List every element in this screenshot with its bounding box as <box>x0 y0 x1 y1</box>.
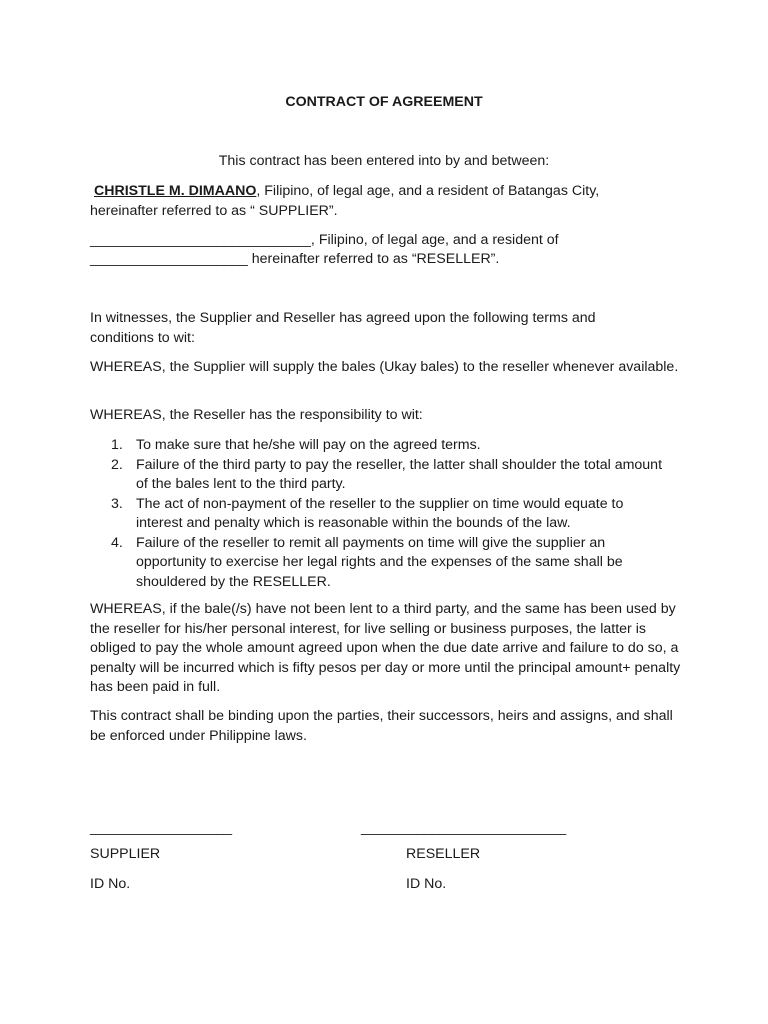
reseller-party-reference: ____________________ hereinafter referred to as “RESELLER”. <box>90 251 500 267</box>
reseller-party-clause: ____________________________, Filipino, of legal age, and a resident of <box>90 232 559 248</box>
term-item <box>90 495 670 534</box>
term-number: 3. <box>111 495 123 512</box>
term-number: 4. <box>111 534 123 551</box>
reseller-signature-line: __________________________ <box>361 820 567 836</box>
supplier-name: CHRISTLE M. DIMAANO <box>94 183 257 199</box>
document-title: CONTRACT OF AGREEMENT <box>285 94 483 110</box>
reseller-id-label: ID No. <box>406 876 447 892</box>
supplier-label: SUPPLIER <box>90 846 161 862</box>
term-number: 1. <box>111 437 123 453</box>
term-item <box>90 456 670 495</box>
reseller-label: RESELLER <box>406 846 481 862</box>
term-number: 2. <box>111 456 123 473</box>
supplier-id-label: ID No. <box>90 876 131 892</box>
term-item <box>90 436 670 456</box>
binding-clause: This contract shall be binding upon the parties, their successors, heirs and assigns, and shall be enforced under Philippine laws. <box>90 708 673 744</box>
term-text: Failure of the third party to pay the reseller, the latter shall shoulder the total amount of the bales lent to the third party. <box>136 456 663 492</box>
supplier-signature-line: __________________ <box>90 820 233 836</box>
term-text: The act of non-payment of the reseller to the supplier on time would equate to interest and penalty which is reasonable within the bounds of the law. <box>136 495 624 531</box>
term-item <box>90 534 670 593</box>
whereas-supply-clause: WHEREAS, the Supplier will supply the bales (Ukay bales) to the reseller whenever available. <box>90 359 679 375</box>
term-text: Failure of the reseller to remit all payments on time will give the supplier an opportunity to exercise her legal rights and the expenses of the same shall be shouldered by the RESELLER. <box>136 534 623 590</box>
intro-line: This contract has been entered into by and between: <box>218 153 550 169</box>
supplier-party-clause <box>94 182 694 202</box>
term-text: To make sure that he/she will pay on the agreed terms. <box>136 437 481 453</box>
supplier-party-details: , Filipino, of legal age, and a resident of Batangas City, <box>256 183 600 199</box>
whereas-responsibility-clause: WHEREAS, the Reseller has the responsibility to wit: <box>90 407 423 423</box>
whereas-penalty-clause: WHEREAS, if the bale(/s) have not been lent to a third party, and the same has been used by the reseller for his/her personal interest, for live selling or business purposes, the latter is obliged to pay the whole amount agreed upon when the due date arrive and failure to do so, a penalty will be incurred which is fifty pesos per day or more until the principal amount+ penalty has been paid in full. <box>90 601 681 695</box>
terms-list <box>90 436 670 592</box>
supplier-party-reference: hereinafter referred to as “ SUPPLIER”. <box>90 203 338 219</box>
witness-paragraph: In witnesses, the Supplier and Reseller has agreed upon the following terms and conditions to wit: <box>90 310 596 346</box>
